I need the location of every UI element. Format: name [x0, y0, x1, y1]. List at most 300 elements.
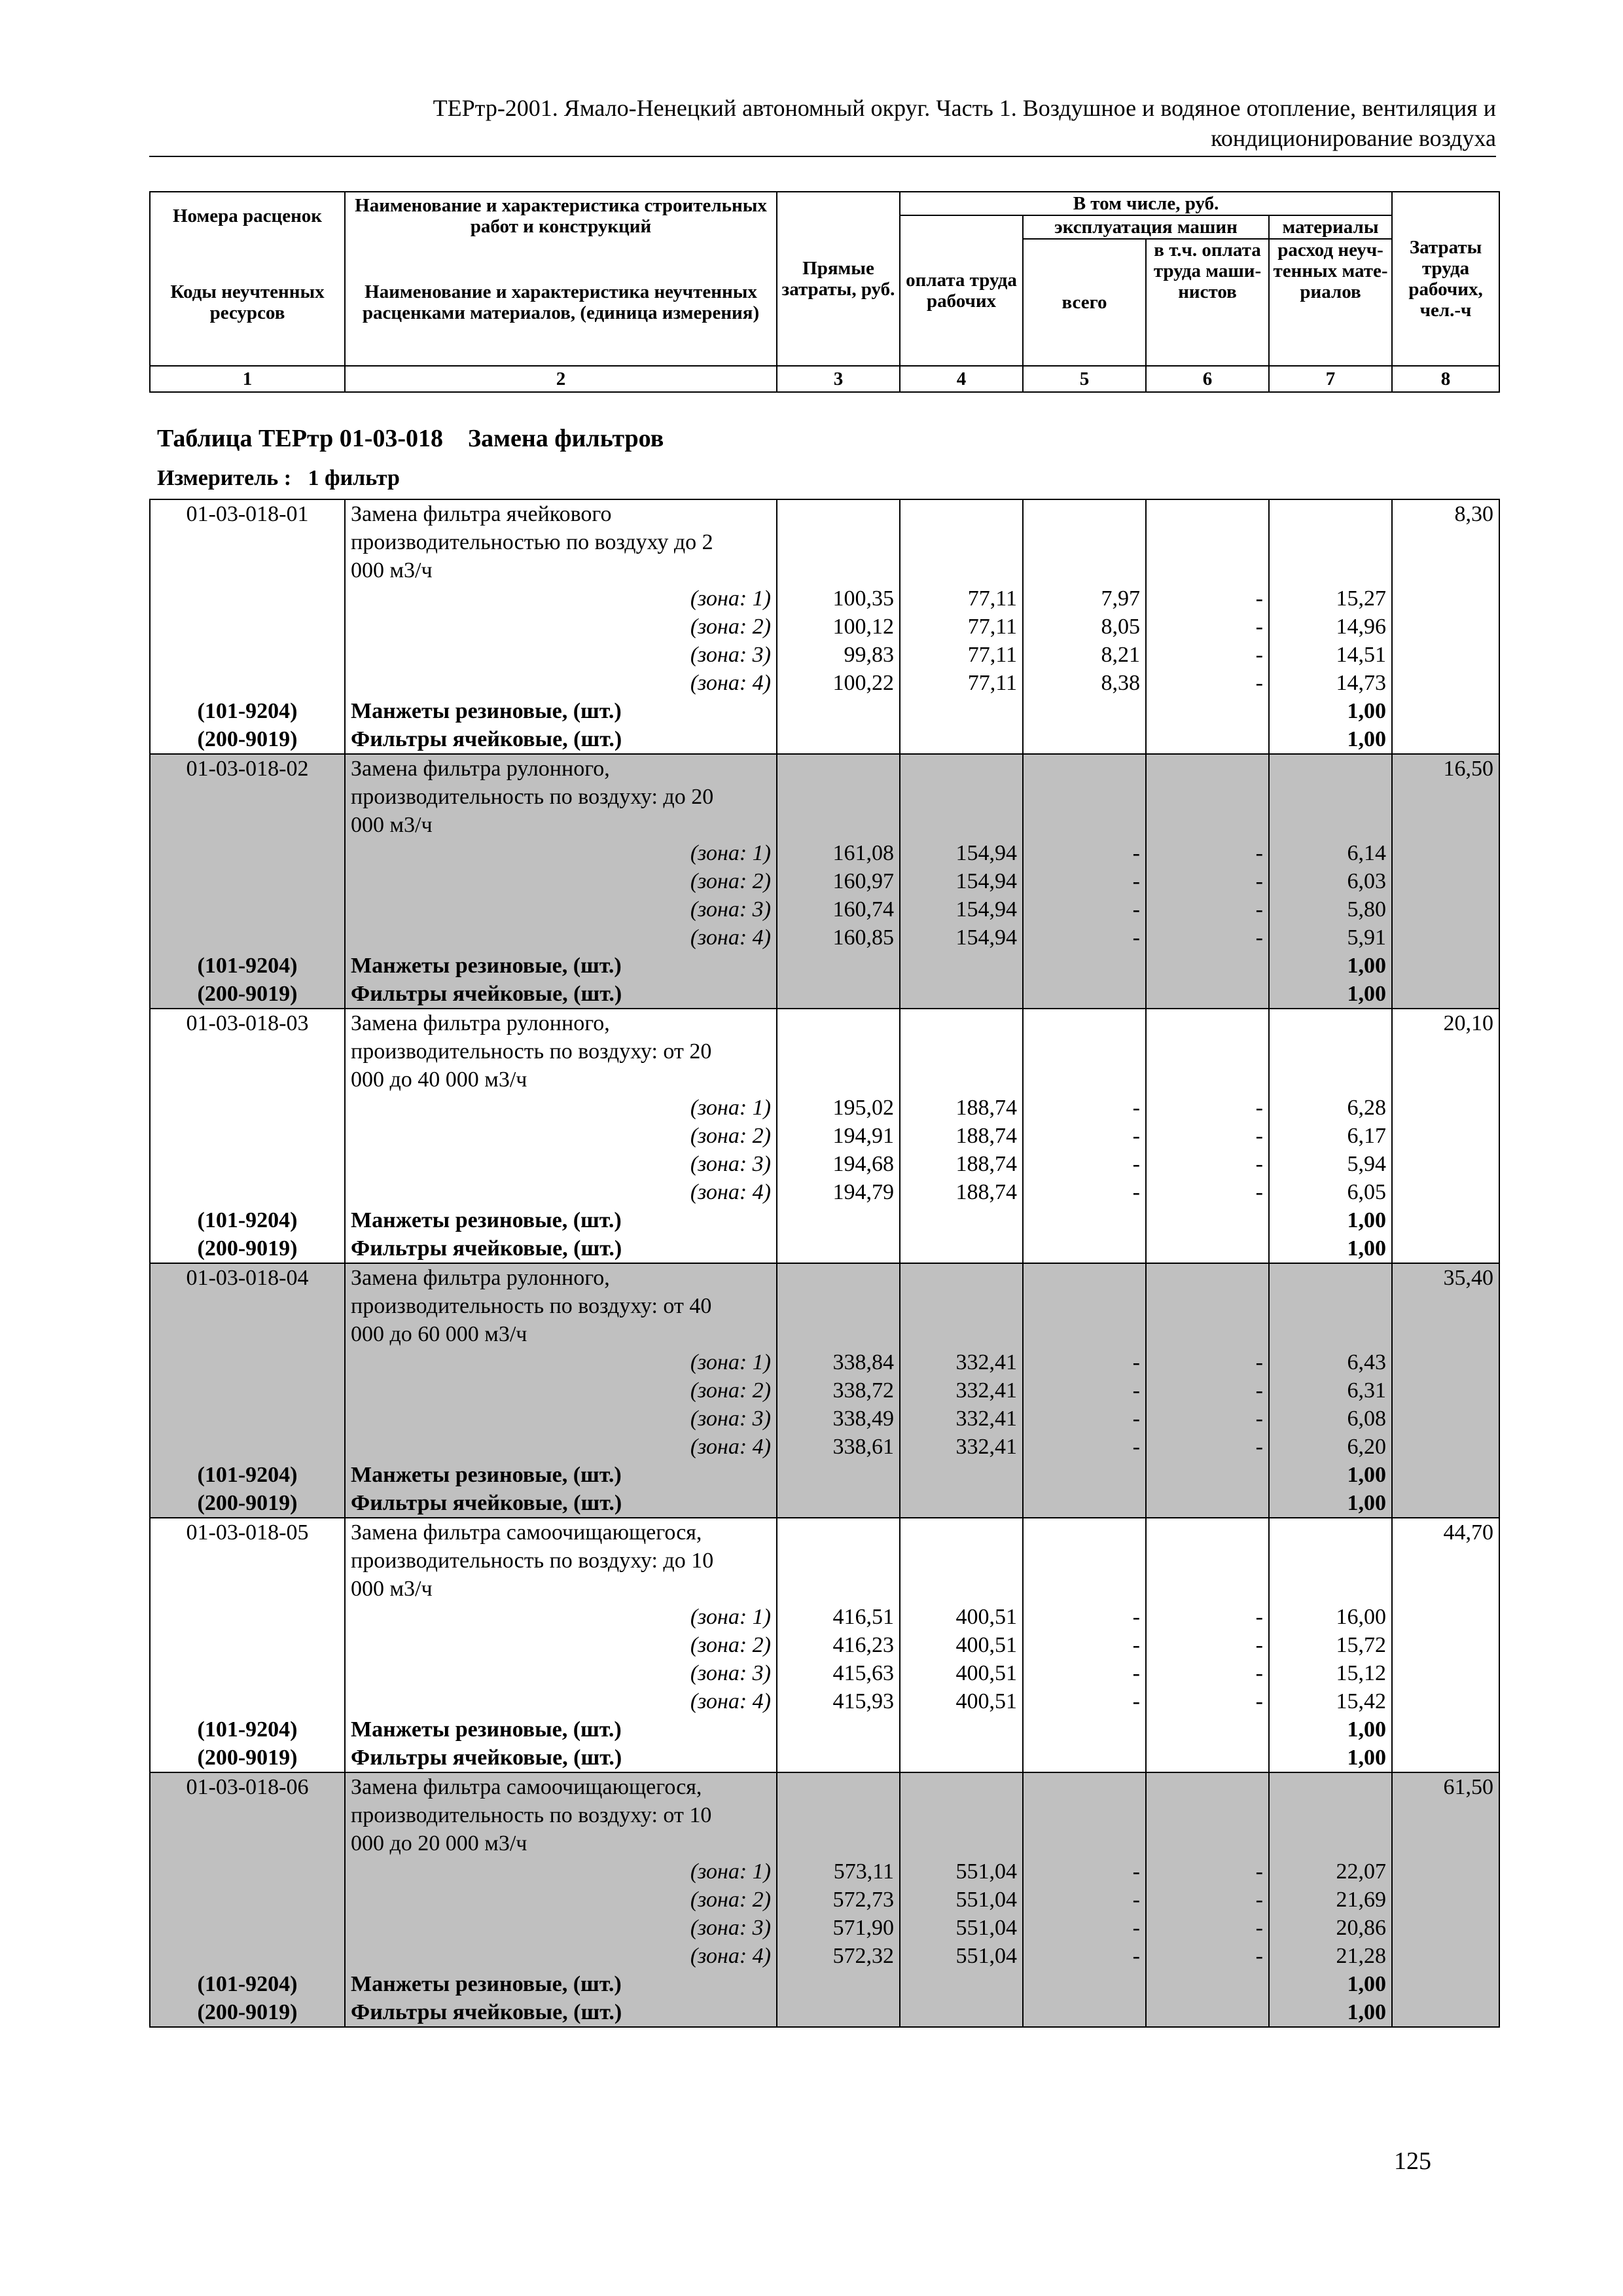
resource-qty: 1,00	[1269, 725, 1392, 754]
machine-total: -	[1023, 1405, 1146, 1433]
empty-cell	[150, 1631, 345, 1659]
machine-labor: -	[1146, 1886, 1269, 1914]
resource-qty: 1,00	[1269, 952, 1392, 980]
header-incl: В том числе, руб.	[900, 192, 1392, 215]
zone-label: (зона: 2)	[345, 867, 777, 895]
empty-cell	[900, 725, 1023, 754]
column-number: 5	[1023, 366, 1146, 392]
machine-labor: -	[1146, 613, 1269, 641]
machine-labor: -	[1146, 584, 1269, 613]
machine-labor: -	[1146, 1603, 1269, 1631]
labor-pay: 77,11	[900, 641, 1023, 669]
empty-cell	[1392, 697, 1499, 725]
rate-row	[150, 1518, 1499, 1603]
running-header-line-2: кондиционирование воздуха	[1211, 125, 1496, 151]
empty-cell	[1392, 1970, 1499, 1998]
empty-cell	[1023, 697, 1146, 725]
empty-cell	[1392, 1405, 1499, 1433]
empty-cell	[1392, 1886, 1499, 1914]
labor-pay: 551,04	[900, 1942, 1023, 1970]
machine-total: -	[1023, 1631, 1146, 1659]
rate-name	[345, 754, 777, 839]
empty-cell	[777, 1489, 900, 1518]
running-header	[149, 93, 1496, 157]
empty-cell	[150, 1603, 345, 1631]
empty-cell	[777, 725, 900, 754]
machine-total: 8,21	[1023, 641, 1146, 669]
empty-cell	[900, 1263, 1023, 1348]
resource-code: (200-9019)	[150, 725, 345, 754]
empty-cell	[900, 1234, 1023, 1263]
rate-row	[150, 1263, 1499, 1348]
empty-cell	[1146, 1772, 1269, 1857]
zone-label: (зона: 4)	[345, 1178, 777, 1206]
zone-label: (зона: 3)	[345, 1659, 777, 1687]
resource-name: Фильтры ячейковые, (шт.)	[345, 1744, 777, 1772]
empty-cell	[1269, 1009, 1392, 1094]
empty-cell	[1269, 754, 1392, 839]
zone-label: (зона: 3)	[345, 1405, 777, 1433]
zone-row	[150, 924, 1499, 952]
labor-pay: 400,51	[900, 1631, 1023, 1659]
materials-cost: 16,00	[1269, 1603, 1392, 1631]
measure-value: 1 фильтр	[308, 466, 400, 490]
empty-cell	[1392, 725, 1499, 754]
empty-cell	[1392, 1122, 1499, 1150]
machine-total: -	[1023, 1376, 1146, 1405]
rate-name-line: производительность по воздуху: до 20	[351, 785, 714, 809]
empty-cell	[150, 1687, 345, 1715]
empty-cell	[900, 1461, 1023, 1489]
machine-labor: -	[1146, 1405, 1269, 1433]
empty-cell	[150, 669, 345, 697]
header-direct-costs: Прямые затраты, руб.	[777, 192, 900, 366]
resource-qty: 1,00	[1269, 1744, 1392, 1772]
empty-cell	[1392, 1461, 1499, 1489]
resource-code: (200-9019)	[150, 980, 345, 1009]
empty-cell	[1269, 499, 1392, 584]
header-machine-total: всего	[1023, 239, 1146, 366]
materials-cost: 5,94	[1269, 1150, 1392, 1178]
machine-total: -	[1023, 1886, 1146, 1914]
empty-cell	[150, 1914, 345, 1942]
machine-total: 7,97	[1023, 584, 1146, 613]
zone-label: (зона: 2)	[345, 1122, 777, 1150]
direct-costs: 572,32	[777, 1942, 900, 1970]
resource-qty: 1,00	[1269, 697, 1392, 725]
resource-row	[150, 725, 1499, 754]
rate-row	[150, 1009, 1499, 1094]
empty-cell	[777, 1772, 900, 1857]
zone-row	[150, 613, 1499, 641]
empty-cell	[150, 584, 345, 613]
empty-cell	[1392, 613, 1499, 641]
machine-total: -	[1023, 1433, 1146, 1461]
header-work-name: Наименование и характеристика строительных работ и конструкций	[345, 192, 777, 239]
resource-row	[150, 1998, 1499, 2027]
direct-costs: 194,68	[777, 1150, 900, 1178]
empty-cell	[1392, 1376, 1499, 1405]
empty-cell	[1392, 1631, 1499, 1659]
rate-name	[345, 1263, 777, 1348]
machine-labor: -	[1146, 1687, 1269, 1715]
direct-costs: 161,08	[777, 839, 900, 867]
materials-cost: 14,73	[1269, 669, 1392, 697]
empty-cell	[900, 1489, 1023, 1518]
machine-total: -	[1023, 1659, 1146, 1687]
empty-cell	[150, 1433, 345, 1461]
direct-costs: 100,12	[777, 613, 900, 641]
zone-row	[150, 641, 1499, 669]
resource-qty: 1,00	[1269, 1489, 1392, 1518]
resource-qty: 1,00	[1269, 1970, 1392, 1998]
empty-cell	[777, 697, 900, 725]
column-header-table	[149, 191, 1500, 393]
resource-qty: 1,00	[1269, 1715, 1392, 1744]
zone-row	[150, 1603, 1499, 1631]
labor-pay: 154,94	[900, 839, 1023, 867]
machine-labor: -	[1146, 1094, 1269, 1122]
empty-cell	[1392, 980, 1499, 1009]
direct-costs: 415,93	[777, 1687, 900, 1715]
empty-cell	[1146, 1970, 1269, 1998]
materials-cost: 15,42	[1269, 1687, 1392, 1715]
machine-labor: -	[1146, 1150, 1269, 1178]
rate-name-line: 000 м3/ч	[351, 558, 433, 583]
materials-cost: 15,27	[1269, 584, 1392, 613]
zone-row	[150, 1631, 1499, 1659]
zone-row	[150, 1178, 1499, 1206]
zone-row	[150, 584, 1499, 613]
machine-total: -	[1023, 1687, 1146, 1715]
rate-name	[345, 499, 777, 584]
resource-row	[150, 1234, 1499, 1263]
rates-table	[149, 499, 1500, 2028]
materials-cost: 15,72	[1269, 1631, 1392, 1659]
zone-label: (зона: 4)	[345, 1433, 777, 1461]
resource-name: Фильтры ячейковые, (шт.)	[345, 1489, 777, 1518]
empty-cell	[1392, 1715, 1499, 1744]
zone-label: (зона: 1)	[345, 584, 777, 613]
direct-costs: 160,85	[777, 924, 900, 952]
rate-name-line: 000 до 40 000 м3/ч	[351, 1067, 527, 1092]
empty-cell	[777, 1009, 900, 1094]
resource-code: (200-9019)	[150, 1744, 345, 1772]
empty-cell	[1392, 1857, 1499, 1886]
empty-cell	[1023, 1772, 1146, 1857]
empty-cell	[777, 1518, 900, 1603]
materials-cost: 22,07	[1269, 1857, 1392, 1886]
empty-cell	[1392, 1489, 1499, 1518]
machine-labor: -	[1146, 1942, 1269, 1970]
empty-cell	[1392, 895, 1499, 924]
machine-labor: -	[1146, 1857, 1269, 1886]
empty-cell	[1023, 1970, 1146, 1998]
materials-cost: 6,17	[1269, 1122, 1392, 1150]
zone-row	[150, 867, 1499, 895]
direct-costs: 338,72	[777, 1376, 900, 1405]
empty-cell	[150, 895, 345, 924]
labor-costs: 16,50	[1392, 754, 1499, 839]
resource-name: Манжеты резиновые, (шт.)	[345, 1970, 777, 1998]
resource-row	[150, 952, 1499, 980]
direct-costs: 160,74	[777, 895, 900, 924]
labor-pay: 188,74	[900, 1094, 1023, 1122]
rate-name-line: 000 м3/ч	[351, 813, 433, 837]
empty-cell	[1392, 1433, 1499, 1461]
resource-name: Манжеты резиновые, (шт.)	[345, 952, 777, 980]
labor-pay: 154,94	[900, 867, 1023, 895]
empty-cell	[1023, 1715, 1146, 1744]
empty-cell	[1392, 1914, 1499, 1942]
resource-row	[150, 980, 1499, 1009]
rate-name-line: 000 м3/ч	[351, 1577, 433, 1601]
empty-cell	[1392, 1094, 1499, 1122]
machine-labor: -	[1146, 1631, 1269, 1659]
resource-name: Манжеты резиновые, (шт.)	[345, 697, 777, 725]
empty-cell	[1392, 584, 1499, 613]
labor-pay: 400,51	[900, 1659, 1023, 1687]
rate-row	[150, 754, 1499, 839]
empty-cell	[777, 1715, 900, 1744]
empty-cell	[1392, 952, 1499, 980]
labor-pay: 400,51	[900, 1687, 1023, 1715]
materials-cost: 6,31	[1269, 1376, 1392, 1405]
machine-total: -	[1023, 1150, 1146, 1178]
empty-cell	[900, 1715, 1023, 1744]
header-rate-numbers: Номера расценок	[150, 192, 345, 239]
resource-code: (200-9019)	[150, 1489, 345, 1518]
empty-cell	[1023, 499, 1146, 584]
direct-costs: 195,02	[777, 1094, 900, 1122]
direct-costs: 194,91	[777, 1122, 900, 1150]
resource-code: (200-9019)	[150, 1234, 345, 1263]
empty-cell	[900, 499, 1023, 584]
empty-cell	[1269, 1518, 1392, 1603]
zone-row	[150, 1348, 1499, 1376]
labor-pay: 154,94	[900, 895, 1023, 924]
materials-cost: 6,43	[1269, 1348, 1392, 1376]
materials-cost: 14,51	[1269, 641, 1392, 669]
column-number: 7	[1269, 366, 1392, 392]
machine-labor: -	[1146, 669, 1269, 697]
zone-row	[150, 1857, 1499, 1886]
empty-cell	[1023, 725, 1146, 754]
machine-labor: -	[1146, 1348, 1269, 1376]
empty-cell	[777, 1744, 900, 1772]
empty-cell	[1023, 1744, 1146, 1772]
zone-row	[150, 1942, 1499, 1970]
empty-cell	[1023, 1998, 1146, 2027]
labor-pay: 332,41	[900, 1348, 1023, 1376]
zone-label: (зона: 1)	[345, 1094, 777, 1122]
empty-cell	[900, 952, 1023, 980]
labor-costs: 61,50	[1392, 1772, 1499, 1857]
rate-name-line: производительность по воздуху: до 10	[351, 1549, 714, 1573]
resource-row	[150, 1970, 1499, 1998]
rate-name-line: производительность по воздуху: от 40	[351, 1294, 712, 1318]
empty-cell	[150, 1376, 345, 1405]
rate-name-line: 000 до 60 000 м3/ч	[351, 1322, 527, 1346]
zone-label: (зона: 2)	[345, 1631, 777, 1659]
empty-cell	[1146, 499, 1269, 584]
empty-cell	[150, 924, 345, 952]
rate-name-line: Замена фильтра рулонного,	[351, 1266, 610, 1290]
empty-cell	[900, 754, 1023, 839]
empty-cell	[777, 499, 900, 584]
empty-cell	[1146, 725, 1269, 754]
resource-code: (200-9019)	[150, 1998, 345, 2027]
zone-label: (зона: 3)	[345, 641, 777, 669]
resource-code: (101-9204)	[150, 1715, 345, 1744]
materials-cost: 5,80	[1269, 895, 1392, 924]
empty-cell	[1392, 1998, 1499, 2027]
zone-row	[150, 1405, 1499, 1433]
empty-cell	[777, 1970, 900, 1998]
empty-cell	[1146, 1009, 1269, 1094]
zone-row	[150, 1376, 1499, 1405]
labor-pay: 77,11	[900, 584, 1023, 613]
resource-code: (101-9204)	[150, 1970, 345, 1998]
measure-line	[157, 466, 400, 491]
zone-row	[150, 1094, 1499, 1122]
rate-name	[345, 1772, 777, 1857]
labor-pay: 332,41	[900, 1433, 1023, 1461]
machine-total: -	[1023, 1122, 1146, 1150]
direct-costs: 99,83	[777, 641, 900, 669]
labor-pay: 77,11	[900, 669, 1023, 697]
zone-row	[150, 1914, 1499, 1942]
rate-name-line: 000 до 20 000 м3/ч	[351, 1831, 527, 1856]
direct-costs: 573,11	[777, 1857, 900, 1886]
labor-pay: 154,94	[900, 924, 1023, 952]
zone-row	[150, 895, 1499, 924]
resource-code: (101-9204)	[150, 1206, 345, 1234]
empty-cell	[1146, 1263, 1269, 1348]
zone-row	[150, 669, 1499, 697]
empty-cell	[1392, 1348, 1499, 1376]
empty-cell	[150, 1942, 345, 1970]
materials-cost: 5,91	[1269, 924, 1392, 952]
direct-costs: 416,23	[777, 1631, 900, 1659]
zone-label: (зона: 3)	[345, 895, 777, 924]
empty-cell	[1392, 839, 1499, 867]
rate-name-line: Замена фильтра рулонного,	[351, 1011, 610, 1035]
rate-code: 01-03-018-05	[150, 1518, 345, 1603]
empty-cell	[1023, 1234, 1146, 1263]
empty-cell	[150, 839, 345, 867]
machine-total: -	[1023, 839, 1146, 867]
resource-name: Фильтры ячейковые, (шт.)	[345, 1234, 777, 1263]
labor-pay: 188,74	[900, 1150, 1023, 1178]
empty-cell	[1146, 754, 1269, 839]
empty-cell	[1023, 1263, 1146, 1348]
labor-pay: 551,04	[900, 1886, 1023, 1914]
rate-row	[150, 1772, 1499, 1857]
machine-labor: -	[1146, 1178, 1269, 1206]
rate-row	[150, 499, 1499, 584]
materials-cost: 6,14	[1269, 839, 1392, 867]
zone-label: (зона: 1)	[345, 839, 777, 867]
header-resource-codes: Коды неучтенных ресурсов	[150, 239, 345, 366]
direct-costs: 338,84	[777, 1348, 900, 1376]
rates-body	[150, 499, 1499, 2027]
page-number: 125	[1394, 2147, 1431, 2175]
machine-total: -	[1023, 1178, 1146, 1206]
machine-labor: -	[1146, 1376, 1269, 1405]
labor-pay: 551,04	[900, 1857, 1023, 1886]
resource-name: Фильтры ячейковые, (шт.)	[345, 980, 777, 1009]
zone-row	[150, 1433, 1499, 1461]
direct-costs: 338,49	[777, 1405, 900, 1433]
empty-cell	[1392, 1942, 1499, 1970]
rate-name-line: Замена фильтра рулонного,	[351, 757, 610, 781]
rate-name-line: Замена фильтра самоочищающегося,	[351, 1520, 702, 1545]
machine-total: -	[1023, 1914, 1146, 1942]
resource-code: (101-9204)	[150, 952, 345, 980]
empty-cell	[777, 754, 900, 839]
machine-total: 8,05	[1023, 613, 1146, 641]
machine-total: -	[1023, 1348, 1146, 1376]
empty-cell	[900, 1744, 1023, 1772]
machine-labor: -	[1146, 924, 1269, 952]
rate-code: 01-03-018-04	[150, 1263, 345, 1348]
empty-cell	[1023, 1489, 1146, 1518]
machine-total: -	[1023, 1857, 1146, 1886]
empty-cell	[1023, 980, 1146, 1009]
materials-cost: 21,69	[1269, 1886, 1392, 1914]
machine-labor: -	[1146, 1914, 1269, 1942]
zone-label: (зона: 2)	[345, 1376, 777, 1405]
resource-row	[150, 1461, 1499, 1489]
resource-qty: 1,00	[1269, 980, 1392, 1009]
empty-cell	[777, 1234, 900, 1263]
machine-labor: -	[1146, 641, 1269, 669]
machine-total: 8,38	[1023, 669, 1146, 697]
resource-name: Манжеты резиновые, (шт.)	[345, 1715, 777, 1744]
empty-cell	[1392, 1687, 1499, 1715]
empty-cell	[1146, 1715, 1269, 1744]
rate-name	[345, 1009, 777, 1094]
rate-name-line: Замена фильтра ячейкового	[351, 502, 612, 526]
zone-label: (зона: 2)	[345, 613, 777, 641]
machine-labor: -	[1146, 1122, 1269, 1150]
zone-label: (зона: 4)	[345, 669, 777, 697]
machine-total: -	[1023, 924, 1146, 952]
empty-cell	[1023, 952, 1146, 980]
empty-cell	[150, 613, 345, 641]
direct-costs: 338,61	[777, 1433, 900, 1461]
header-unaccounted-materials: расход неуч-тенных мате-риалов	[1269, 239, 1392, 366]
header-labor-costs: Затраты труда рабочих, чел.-ч	[1392, 192, 1499, 366]
resource-name: Манжеты резиновые, (шт.)	[345, 1206, 777, 1234]
empty-cell	[1023, 754, 1146, 839]
empty-cell	[1146, 697, 1269, 725]
column-number: 6	[1146, 366, 1269, 392]
empty-cell	[150, 1405, 345, 1433]
materials-cost: 20,86	[1269, 1914, 1392, 1942]
direct-costs: 415,63	[777, 1659, 900, 1687]
empty-cell	[900, 1206, 1023, 1234]
empty-cell	[900, 1518, 1023, 1603]
resource-code: (101-9204)	[150, 697, 345, 725]
labor-pay: 188,74	[900, 1122, 1023, 1150]
labor-pay: 551,04	[900, 1914, 1023, 1942]
empty-cell	[1392, 641, 1499, 669]
zone-row	[150, 839, 1499, 867]
empty-cell	[150, 1150, 345, 1178]
empty-cell	[150, 1886, 345, 1914]
